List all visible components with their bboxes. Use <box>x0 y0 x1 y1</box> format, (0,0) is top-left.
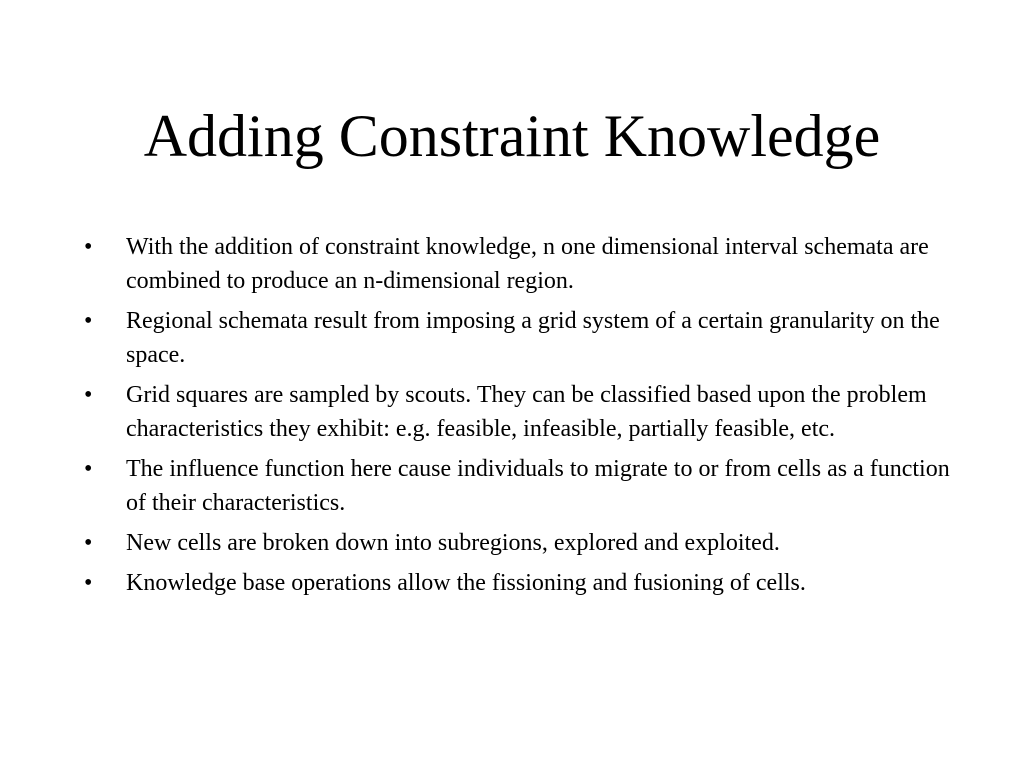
bullet-item <box>84 452 954 520</box>
bullet-text: Grid squares are sampled by scouts. They can be classified based upon the problem characteristics they exhibit: e.g. feasible, infeasible, partially feasible, etc. <box>126 382 927 442</box>
bullet-marker: • <box>84 456 93 482</box>
bullet-text: Regional schemata result from imposing a grid system of a certain granularity on the space. <box>126 308 940 368</box>
bullet-marker: • <box>84 308 93 334</box>
bullet-item <box>84 378 954 446</box>
slide-title: Adding Constraint Knowledge <box>143 103 881 169</box>
bullet-text: With the addition of constraint knowledge, n one dimensional interval schemata are combined to produce an n-dimensional region. <box>126 234 929 294</box>
bullet-marker: • <box>84 530 93 556</box>
bullet-text: Knowledge base operations allow the fissioning and fusioning of cells. <box>126 570 806 596</box>
bullet-item <box>84 304 954 372</box>
bullet-item <box>84 566 954 600</box>
bullet-item <box>84 526 954 560</box>
bullet-text: New cells are broken down into subregions, explored and exploited. <box>126 530 780 556</box>
bullet-list <box>84 230 954 606</box>
bullet-item <box>84 230 954 298</box>
bullet-marker: • <box>84 570 93 596</box>
bullet-marker: • <box>84 234 93 260</box>
bullet-text: The influence function here cause individuals to migrate to or from cells as a function of their characteristics. <box>126 456 950 516</box>
bullet-marker: • <box>84 382 93 408</box>
